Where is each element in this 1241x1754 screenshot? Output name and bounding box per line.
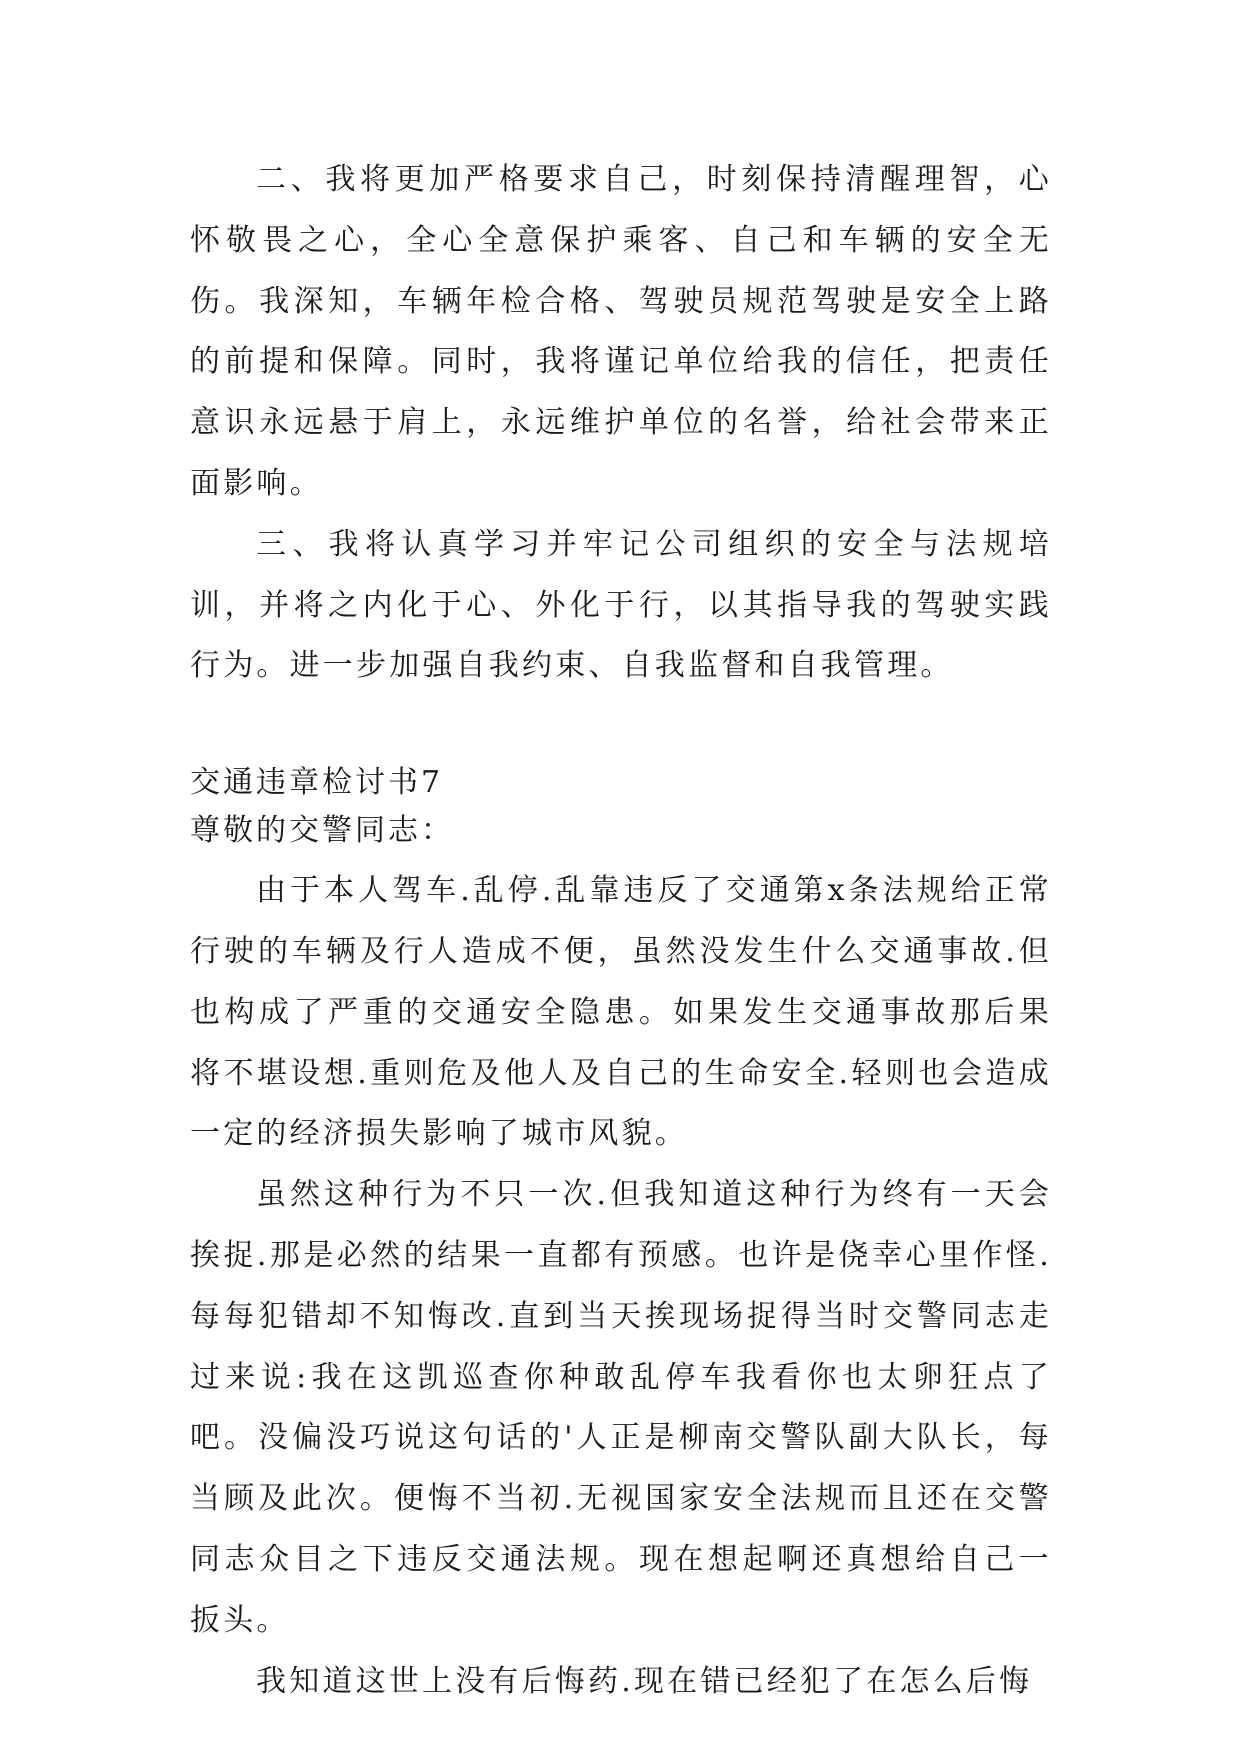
paragraph-item-three: 三、我将认真学习并牢记公司组织的安全与法规培训，并将之内化于心、外化于行，以其指导我的驾驶实践行为。进一步加强自我约束、自我监督和自我管理。: [190, 526, 1052, 684]
salutation: 尊敬的交警同志：: [190, 813, 454, 849]
body-paragraph-1: 由于本人驾车.乱停.乱靠违反了交通第x条法规给正常行驶的车辆及行人造成不便，虽然没发生什么交通事故.但也构成了严重的交通安全隐患。如果发生交通事故那后果将不堪设想.重则危及他人及自己的生命安全.轻则也会造成一定的经济损失影响了城市风貌。: [190, 873, 1052, 1152]
section-gap: [190, 697, 1052, 759]
document-body: [190, 150, 1052, 1712]
section-title: 交通违章检讨书7: [190, 765, 444, 801]
paragraph-item-two: 二、我将更加严格要求自己，时刻保持清醒理智，心怀敬畏之心，全心全意保护乘客、自己和车辆的安全无伤。我深知，车辆年检合格、驾驶员规范驾驶是安全上路的前提和保障。同时，我将谨记单位给我的信任，把责任意识永远悬于肩上，永远维护单位的名誉，给社会带来正面影响。: [190, 162, 1052, 501]
body-paragraph-2: 虽然这种行为不只一次.但我知道这种行为终有一天会挨捉.那是必然的结果一直都有预感。也许是侥幸心里作怪.每每犯错却不知悔改.直到当天挨现场捉得当时交警同志走过来说:我在这凯巡查你种敢乱停车我看你也太卵狂点了吧。没偏没巧说这句话的'人正是柳南交警队副大队长，每当顾及此次。便悔不当初.无视国家安全法规而且还在交警同志众目之下违反交通法规。现在想起啊还真想给自己一扳头。: [190, 1177, 1052, 1638]
body-paragraph-3: 我知道这世上没有后悔药.现在错已经犯了在怎么后悔: [256, 1663, 1033, 1699]
